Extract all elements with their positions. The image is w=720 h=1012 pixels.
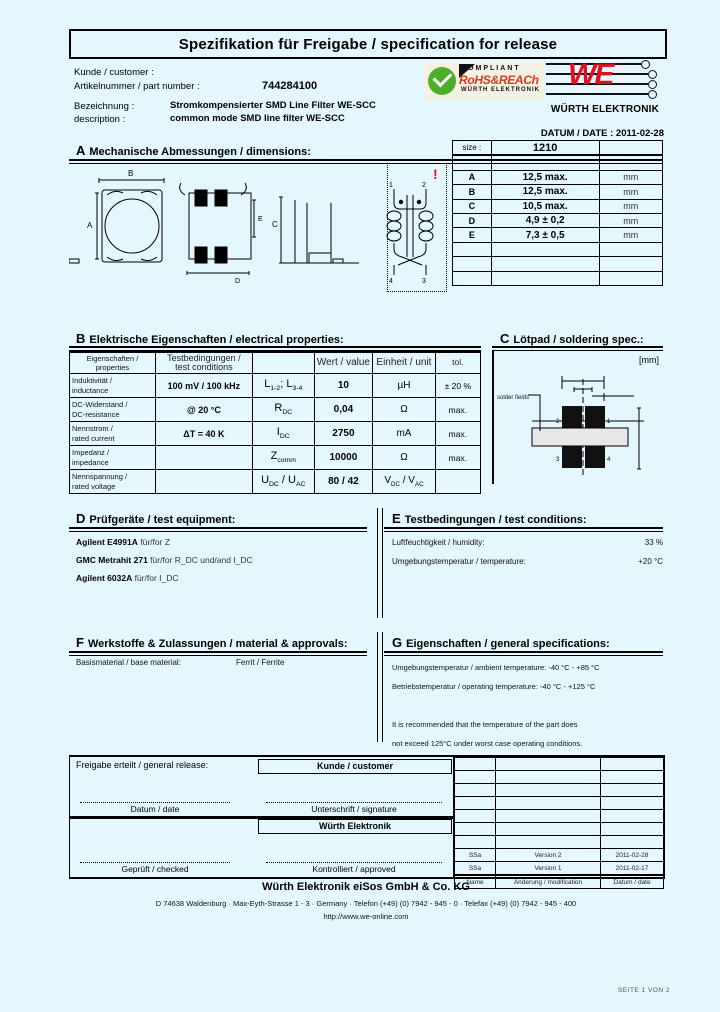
footer-url[interactable]: http://www.we-online.com [323,912,409,921]
list-item [76,551,366,569]
revision-date: 2011-02-17 [601,862,664,876]
col-tolerance: tol. [435,352,480,374]
dim-unit: mm [599,199,662,213]
table-row-empty [455,836,664,849]
table-row-spacer [453,155,663,170]
section-b-heading [76,331,344,346]
document-date: DATUM / DATE : 2011-02-28 [540,128,664,139]
rohs-line1: COMPLIANT [461,65,521,72]
section-g-title: Eigenschaften / general specifications: [406,638,610,650]
table-row [455,849,664,862]
dim-value: 12,5 max. [491,170,599,184]
dim-unit: mm [599,185,662,199]
section-fg-divider [377,632,383,742]
svg-text:4: 4 [389,278,393,285]
table-row-empty [455,771,664,784]
table-row [70,470,481,494]
table-row [455,862,664,876]
tolerance: ± 20 % [435,374,480,398]
dim-name: B [453,185,492,199]
designation-label-column [74,100,134,126]
materials-list [76,658,366,667]
checked-label: Geprüft / checked [121,864,189,874]
rohs-line3: WÜRTH ELEKTRONIK [461,87,540,93]
list-item [76,569,366,587]
revision-history-table [454,757,664,889]
dimensions-table [452,140,663,286]
revision-col-name: Name [455,875,496,889]
logo-node-2-icon [648,70,657,79]
tolerance [435,470,480,494]
table-row [70,374,481,398]
col-properties: Eigenschaften / properties [70,352,156,374]
section-f-letter: F [76,635,84,650]
svg-text:E: E [258,216,263,223]
section-c-letter: C [500,331,510,346]
page-number: SEITE 1 VON 2 [617,987,670,994]
table-row-empty [455,758,664,771]
dim-unit: mm [599,228,662,242]
table-row-empty [455,823,664,836]
svg-text:1: 1 [389,182,393,189]
spec-line: not exceed 125°C under worst case operating conditions. [392,739,583,748]
dim-name: E [453,228,492,242]
unit: µH [373,374,435,398]
symbol: $R_{DC}$ [252,398,314,422]
soldering-pad-svg [494,351,665,484]
rohs-line2: RoHS&REACh [459,73,539,87]
equipment-usage: für/for I_DC [134,573,179,583]
logo-node-1-icon [641,60,650,69]
warning-exclamation-icon: ! [433,166,438,182]
section-a-letter: A [76,143,86,158]
dim-name: C [453,199,492,213]
equipment-usage: für/for Z [140,537,171,547]
general-release-label: Freigabe erteilt / general release: [76,760,209,770]
section-g-rule [384,651,663,656]
wurth-elektronik-logo [546,58,664,106]
list-item [392,552,663,571]
col-value: Wert / value [314,352,373,374]
soldering-pad-drawing [492,351,665,484]
revision-col-change: Änderung / modification [496,875,601,889]
designation-value-de: Stromkompensierter SMD Line Filter WE-SCC [170,100,376,111]
table-row-empty [455,797,664,810]
approval-block [69,755,665,886]
svg-text:4: 4 [219,198,223,205]
svg-text:2: 2 [556,419,560,425]
svg-text:1: 1 [607,419,611,425]
section-e-title: Testbedingungen / test conditions: [404,514,587,526]
test-conditions-list [392,533,663,571]
col-test-conditions: Testbedingungen / test conditions [155,352,252,374]
col-symbol [252,352,314,374]
date-label: Datum / date [130,804,180,814]
condition-label: Umgebungstemperatur / temperature: [392,557,526,566]
table-row-empty [453,242,663,256]
designation-label-en: description : [74,114,126,125]
svg-text:4: 4 [607,457,611,463]
svg-text:C: C [272,220,278,229]
section-a-heading [76,143,311,158]
signature-label: Unterschrift / signature [311,804,397,814]
material-value: Ferrit / Ferrite [236,658,285,667]
dim-value: 12,5 max. [491,185,599,199]
table-row-empty [453,271,663,285]
section-de-divider [377,508,383,618]
value: 2750 [314,422,373,446]
designation-value-en: common mode SMD line filter WE-SCC [170,113,345,124]
wurth-elektronik-tab: Würth Elektronik [258,819,452,834]
tolerance: max. [435,398,480,422]
col-unit: Einheit / unit [373,352,435,374]
svg-text:B: B [128,169,134,178]
table-row [70,398,481,422]
table-row-size [453,141,663,156]
spec-line: Betriebstemperatur / operating temperature: -40 °C - +125 °C [392,682,596,691]
document-title-box [69,29,667,59]
designation-label-de: Bezeichnung : [74,101,135,112]
table-row [453,185,663,199]
section-c-title: Lötpad / soldering spec.: [513,334,644,346]
section-d-heading [76,511,235,526]
section-e-rule [384,527,663,532]
dim-unit: mm [599,213,662,227]
test-equipment-list [76,533,366,587]
value: 10000 [314,446,373,470]
symbol: $L_{1-2}$; $L_{3-4}$ [252,374,314,398]
size-unit-blank [599,141,662,156]
section-d-letter: D [76,511,86,526]
section-e-letter: E [392,511,401,526]
value: 10 [314,374,373,398]
section-b-title: Elektrische Eigenschaften / electrical properties: [89,334,344,346]
footer-address: D 74638 Waldenburg · Max-Eyth-Strasse 1 - 3 · Germany · Telefon (+49) (0) 7942 - 945 - 0 · Telefax (+49) (0) 7942 - 945 - 400 [155,899,577,908]
property-name: DC-Widerstand / DC-resistance [70,398,156,422]
equipment-name: GMC Metrahit 271 [76,555,148,565]
list-item [76,658,366,667]
property-name: Impedanz / impedance [70,446,156,470]
value: 0,04 [314,398,373,422]
approved-line [266,861,442,863]
section-f-title: Werkstoffe & Zulassungen / material & approvals: [87,638,348,650]
svg-text:3: 3 [198,198,202,205]
partnumber-label: Artikelnummer / part number : [74,80,200,92]
dim-unit: mm [599,170,662,184]
test-condition [155,470,252,494]
test-condition: 100 mV / 100 kHz [155,374,252,398]
tolerance: max. [435,446,480,470]
revision-change: Version 2 [496,849,601,862]
table-row-empty [453,257,663,271]
rohs-reach-compliant-logo [424,62,544,99]
checked-line [80,861,230,863]
equipment-name: Agilent 6032A [76,573,133,583]
revision-name: SSa [455,862,496,876]
svg-text:D: D [235,278,241,285]
signature-line [266,801,442,803]
revision-name: SSa [455,849,496,862]
section-g-heading [392,635,610,650]
general-specifications-list [392,658,663,753]
logo-node-4-icon [648,90,657,99]
section-f-rule [69,651,367,656]
soldering-unit-note: [mm] [639,355,659,365]
section-b-letter: B [76,331,86,346]
table-row [70,446,481,470]
section-d-rule [69,527,367,532]
partnumber-value: 744284100 [262,79,318,92]
dim-value: 4,9 ± 0,2 [491,213,599,227]
spec-line: It is recommended that the temperature of the part does [392,720,578,729]
property-name: Nennstrom / rated current [70,422,156,446]
approval-left-column [70,757,453,877]
customer-label: Kunde / customer : [74,67,154,78]
section-e-heading [392,511,587,526]
designation-value-column [170,99,376,125]
table-row [453,170,663,184]
property-name: Nennspannung / rated voltage [70,470,156,494]
spec-line: Umgebungstemperatur / ambient temperature: -40 °C - +85 °C [392,663,600,672]
we-wordmark: WE [568,58,613,91]
approved-label: Kontrolliert / approved [312,864,396,874]
list-item [392,533,663,552]
table-row [453,213,663,227]
solder-fields-label: solder fields [497,395,530,401]
test-condition: @ 20 °C [155,398,252,422]
property-name: Induktivität / inductance [70,374,156,398]
section-c-heading [500,331,644,346]
table-header-row [70,352,481,374]
revision-change: Version 1 [496,862,601,876]
svg-text:3: 3 [556,457,560,463]
svg-text:A: A [87,221,93,230]
condition-value: +20 °C [638,557,663,566]
electrical-properties-table [69,351,481,494]
section-d-title: Prüfgeräte / test equipment: [89,514,236,526]
spec-line-spacer [392,696,663,715]
schematic-dashed-frame [387,163,447,292]
table-row [453,199,663,213]
svg-text:2: 2 [422,182,426,189]
material-label: Basismaterial / base material: [76,658,181,667]
customer-tab: Kunde / customer [258,759,452,774]
symbol: $U_{DC} / U_{AC}$ [252,470,314,494]
table-row [70,422,481,446]
unit: $V_{DC} / V_{AC}$ [373,470,435,494]
header-value-column [170,66,317,93]
svg-text:1: 1 [219,255,223,262]
unit: Ω [373,398,435,422]
section-g-letter: G [392,635,403,650]
table-row-empty [455,784,664,797]
tolerance: max. [435,422,480,446]
section-a-title: Mechanische Abmessungen / dimensions: [89,146,311,158]
svg-text:2: 2 [198,255,202,262]
table-row-empty [455,810,664,823]
unit: Ω [373,446,435,470]
list-item [76,533,366,551]
size-label: size : [453,141,492,156]
dim-value: 7,3 ± 0,5 [491,228,599,242]
logo-node-3-icon [648,80,657,89]
test-condition [155,446,252,470]
unit: mA [373,422,435,446]
logo-line-4 [546,93,648,95]
condition-label: Luftfeuchtigkeit / humidity: [392,538,485,547]
condition-value: 33 % [644,538,663,547]
dim-name: D [453,213,492,227]
brand-name: WÜRTH ELEKTRONIK [550,104,660,115]
dim-value: 10,5 max. [491,199,599,213]
symbol: $Z_{comm}$ [252,446,314,470]
symbol: $I_{DC}$ [252,422,314,446]
revision-col-date: Datum / date [601,875,664,889]
page-title: Spezifikation für Freigabe / specification for release [178,35,558,53]
size-value: 1210 [491,141,599,156]
section-f-heading [76,635,348,650]
revision-date: 2011-02-28 [601,849,664,862]
footer-company-name: Würth Elektronik eiSos GmbH & Co. KG [262,881,470,893]
test-condition: ΔT = 40 K [155,422,252,446]
table-row [453,228,663,242]
equipment-name: Agilent E4991A [76,537,138,547]
date-signature-line [80,801,230,803]
dim-name: A [453,170,492,184]
svg-text:3: 3 [422,278,426,285]
equipment-usage: für/for R_DC und/and I_DC [150,555,253,565]
value: 80 / 42 [314,470,373,494]
